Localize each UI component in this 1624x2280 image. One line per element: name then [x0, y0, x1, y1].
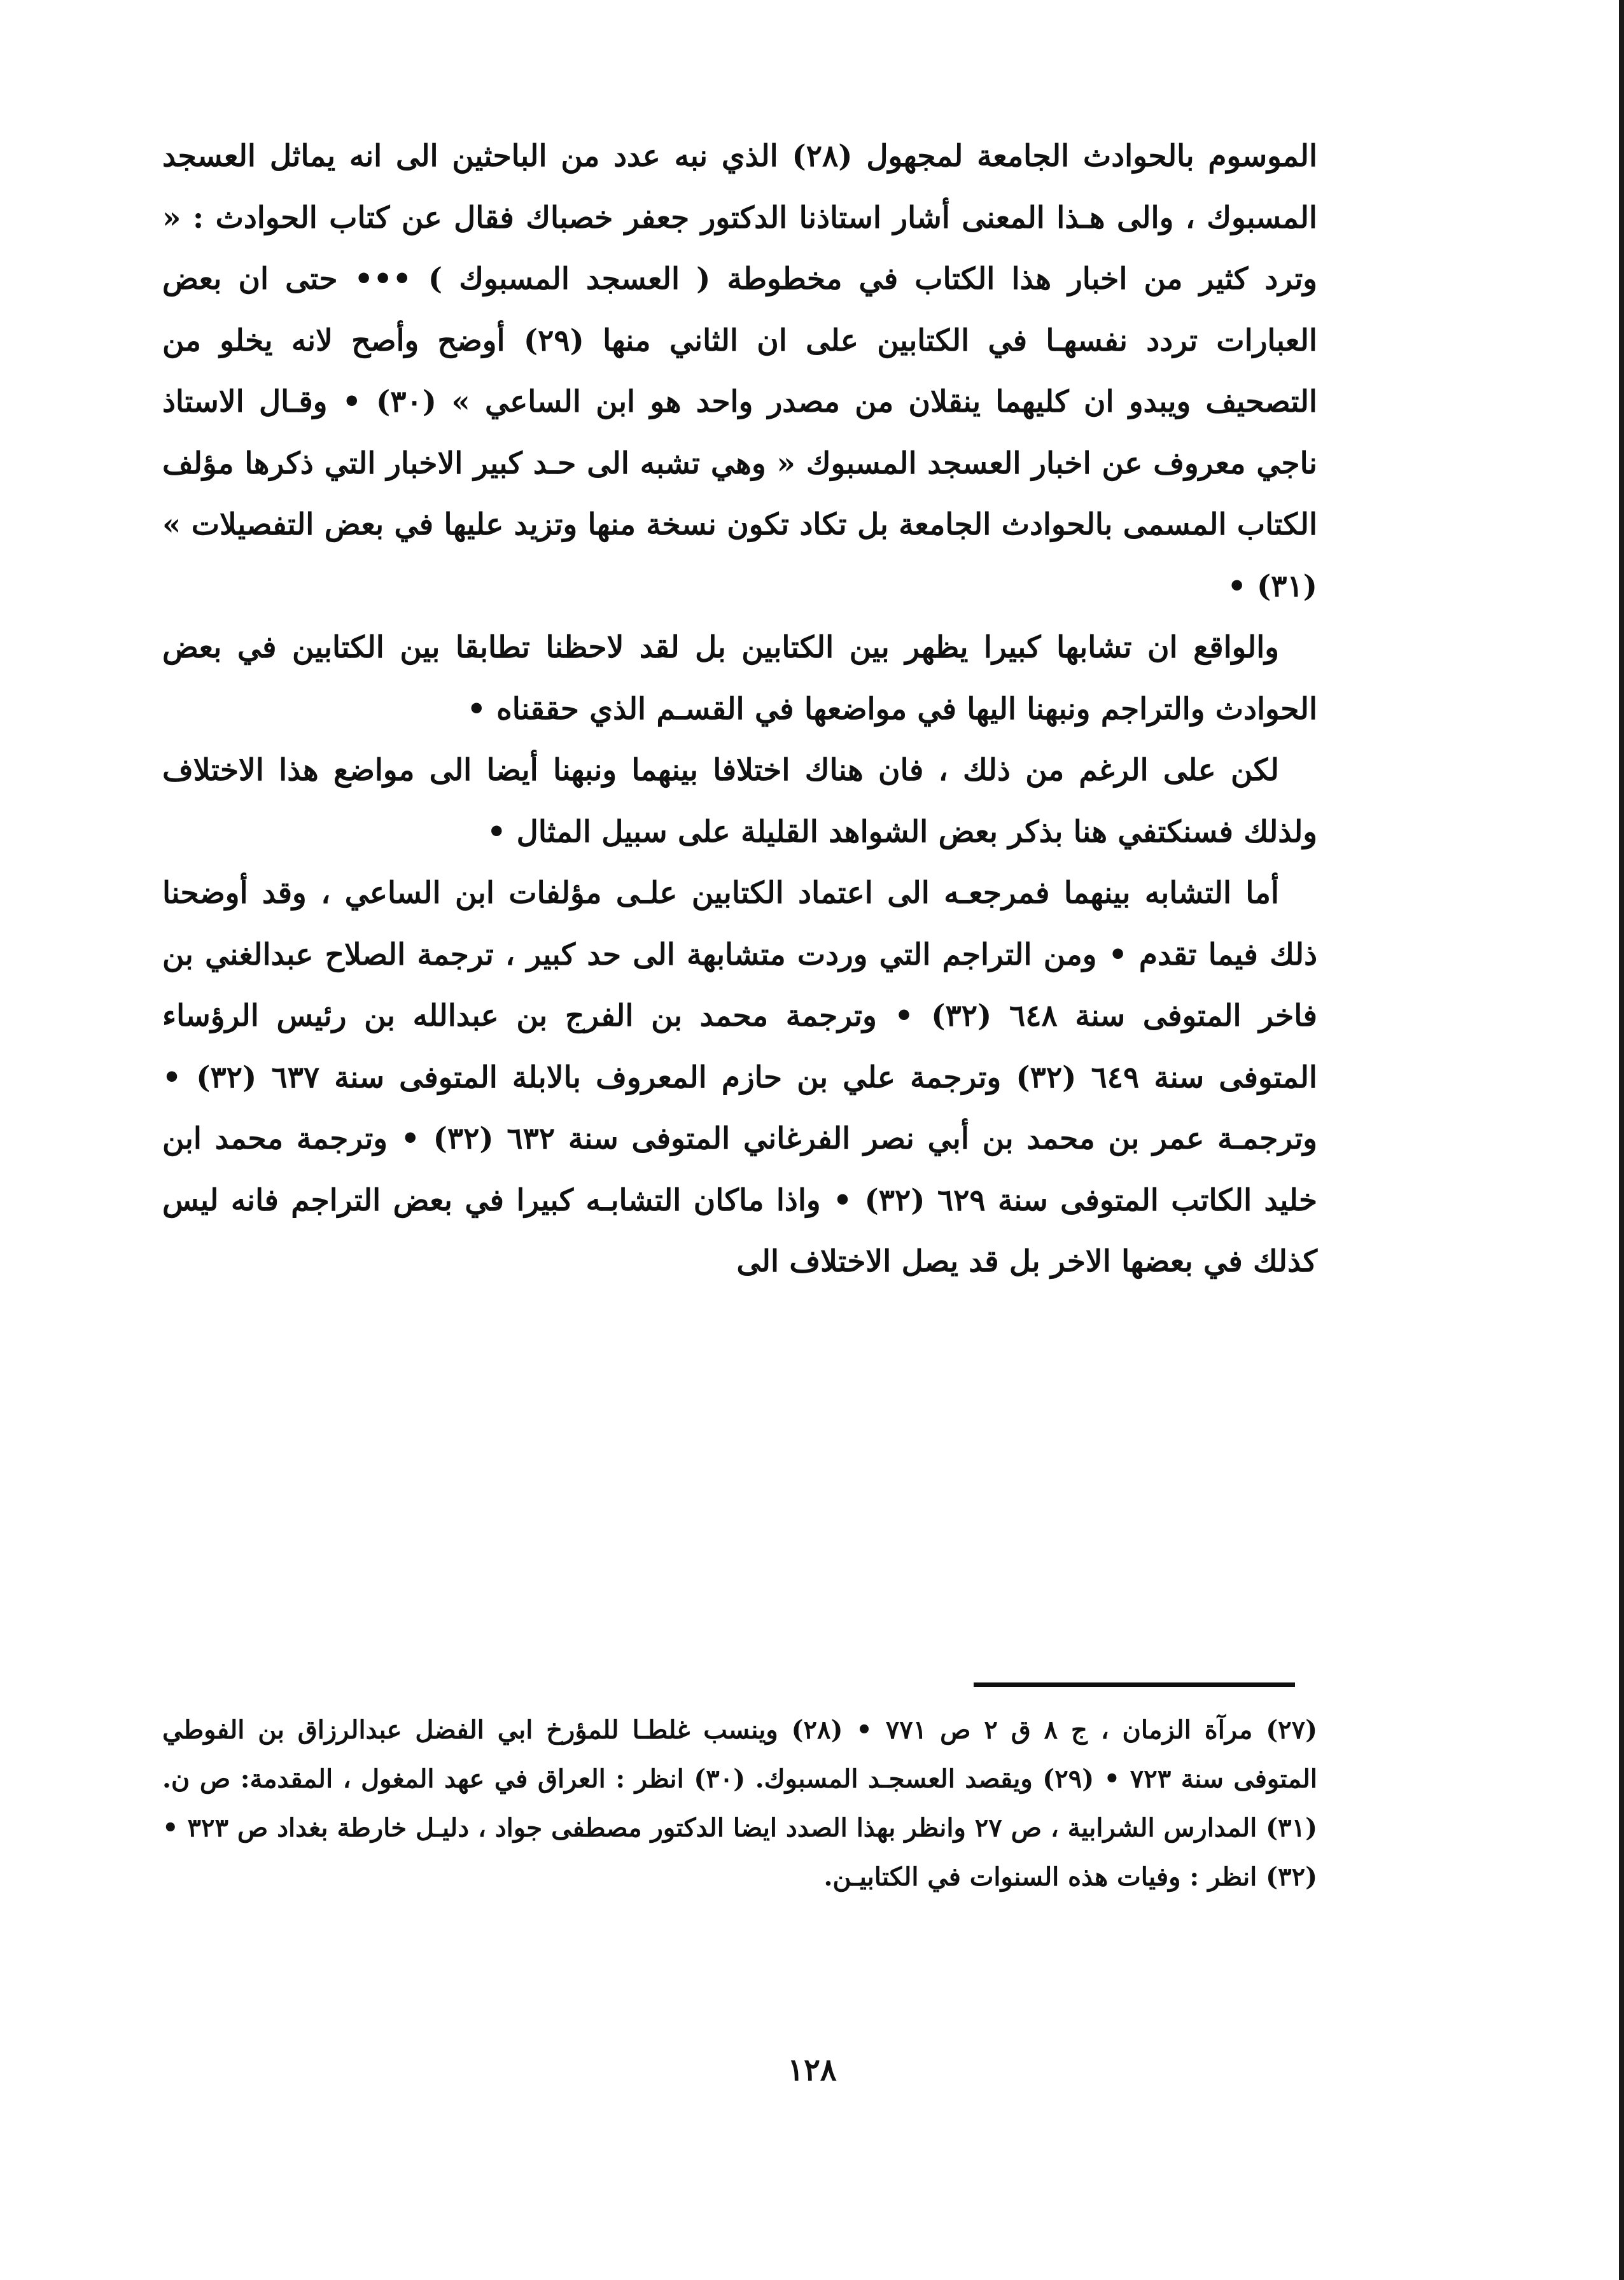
footnotes — [162, 1705, 1317, 1901]
paragraph-4: أما التشابه بينهما فمرجعـه الى اعتماد الكتابين علـى مؤلفات ابن الساعي ، وقد أوضحنا ذلك فيما تقدم • ومن التراجم التي وردت متشابهة الى حد كبير ، ترجمة الصلاح عبدالغني بن فاخر المتوفى سنة ٦٤٨ (٣٢) • وترجمة محمد بن الفرج بن عبدالله بن رئيس الرؤساء المتوفى سنة ٦٤٩ (٣٢) وترجمة علي بن حازم المعروف بالابلة المتوفى سنة ٦٣٧ (٣٢) • وترجمـة عمر بن محمد بن أبي نصر الفرغاني المتوفى سنة ٦٣٢ (٣٢) • وترجمة محمد ابن خليد الكاتب المتوفى سنة ٦٢٩ (٣٢) • واذا ماكان التشابـه كبيرا في بعض التراجم فانه ليس كذلك في بعضها الاخر بل قد يصل الاختلاف الى — [162, 876, 1317, 1279]
paragraph-3: لكن على الرغم من ذلك ، فان هناك اختلافا بينهما ونبهنا أيضا الى مواضع هذا الاختلاف ولذلك فسنكتفي هنا بذكر بعض الشواهد القليلة على سبيل المثال • — [162, 753, 1317, 850]
paragraph-2: والواقع ان تشابها كبيرا يظهر بين الكتابين بل لقد لاحظنا تطابقا بين الكتابين في بعض الحوادث والتراجم ونبهنا اليها في مواضعها في القسـم الذي حققناه • — [162, 630, 1317, 727]
paragraph-1: الموسوم بالحوادث الجامعة لمجهول (٢٨) الذي نبه عدد من الباحثين الى انه يماثل العسجد المسبوك ، والى هـذا المعنى أشار استاذنا الدكتور جعفر خصباك فقال عن كتاب الحوادث : « وترد كثير من اخبار هذا الكتاب في مخطوطة ( العسجد المسبوك ) ••• حتى ان بعض العبارات تردد نفسهـا في الكتابين على ان الثاني منها (٢٩) أوضح وأصح لانه يخلو من التصحيف ويبدو ان كليهما ينقلان من مصدر واحد هو ابن الساعي » (٣٠) • وقـال الاستاذ ناجي معروف عن اخبار العسجد المسبوك « وهي تشبه الى حـد كبير الاخبار التي ذكرها مؤلف الكتاب المسمى بالحوادث الجامعة بل تكاد تكون نسخة منها وتزيد عليها في بعض التفصيلات » (٣١) • — [162, 139, 1317, 604]
footnote-separator — [974, 1682, 1295, 1687]
page-number: ١٢٨ — [787, 2052, 837, 2088]
footnote-text: (٢٧) مرآة الزمان ، ج ٨ ق ٢ ص ٧٧١ • (٢٨) وينسب غلطـا للمؤرخ ابي الفضل عبدالرزاق بن الفوطي المتوفى سنة ٧٢٣ • (٢٩) ويقصد العسجـد المسبوك. (٣٠) انظر : العراق في عهد المغول ، المقدمة: ص ن. (٣١) المدارس الشرابية ، ص ٢٧ وانظر بهذا الصدد ايضا الدكتور مصطفى جواد ، دليـل خارطة بغداد ص ٣٢٣ • (٣٢) انظر : وفيات هذه السنوات في الكتابيـن. — [162, 1715, 1318, 1892]
main-text — [162, 126, 1317, 1293]
scan-edge — [1619, 0, 1624, 2280]
